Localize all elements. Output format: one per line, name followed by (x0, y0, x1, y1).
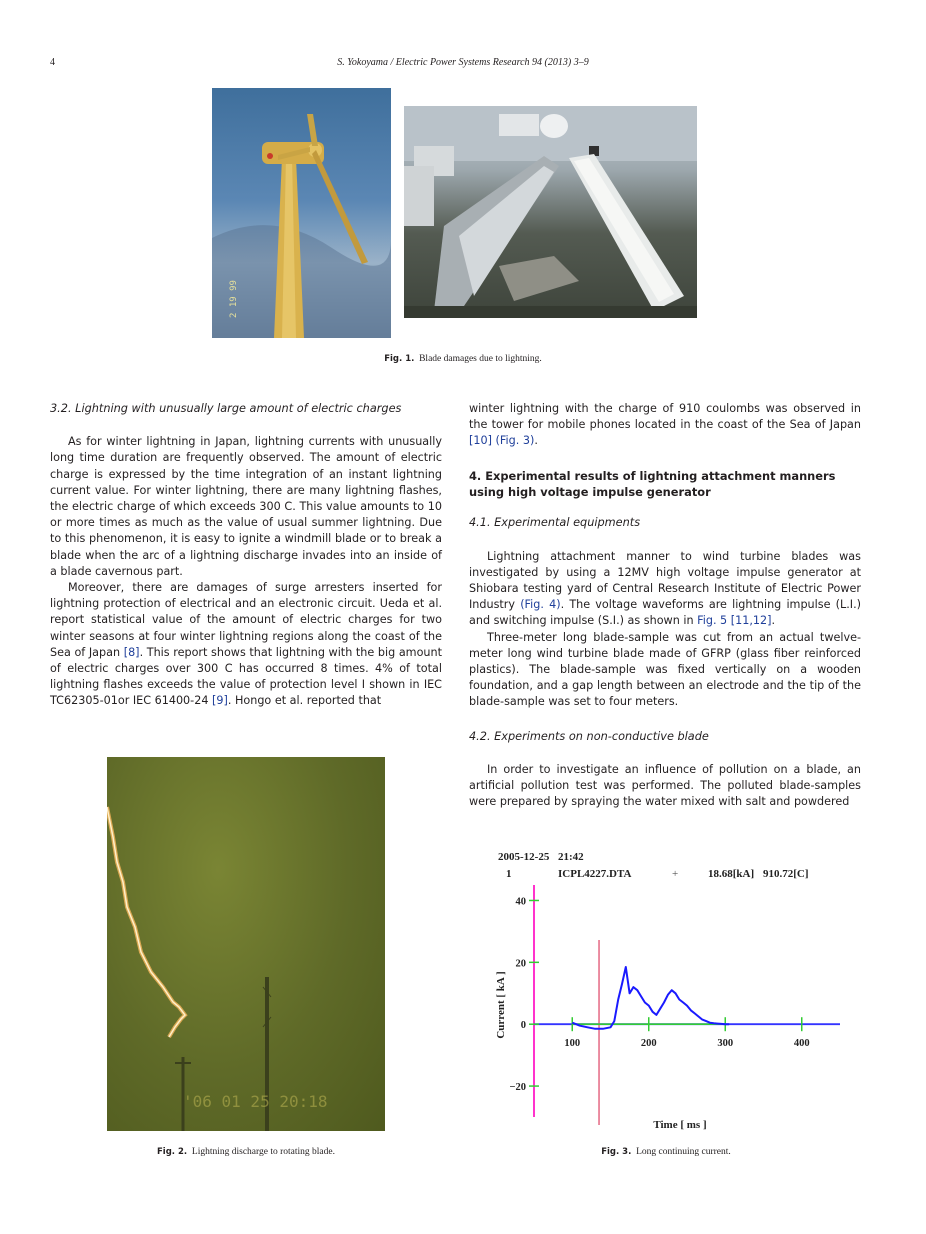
fig2-lightning-photo (107, 757, 385, 1131)
citation-link[interactable]: [8] (123, 645, 140, 659)
chart-y-label: Current [ kA ] (495, 971, 507, 1039)
fig2-photo-stamp: '06 01 25 20:18 (183, 1092, 328, 1111)
subsection-4-2-heading: 4.2. Experiments on non-conductive blade (469, 729, 709, 743)
figure-link[interactable]: Fig. 5 [11,12] (697, 614, 772, 628)
paragraph-pollution-test: In order to investigate an influence of pollution on a blade, an artificial pollution test was performed. The polluted blade-samples were prepared by spraying the water mixed with salt and powdered (469, 762, 861, 809)
chart-series-current (572, 967, 729, 1029)
left-column (50, 401, 442, 710)
fig1-caption-text: Blade damages due to lightning. (419, 354, 542, 364)
right-column (469, 401, 861, 810)
fig1-label: Fig. 1. (384, 354, 415, 364)
figure-link[interactable]: (Fig. 3) (495, 434, 535, 448)
chart-y-tick-label: 40 (515, 896, 526, 908)
paragraph-text: . The voltage waveforms are lightning impulse (L.I.) and switching impulse (S.I.) as shown in (469, 598, 861, 628)
fig3-current-chart (490, 845, 850, 1137)
figure-link[interactable]: (Fig. 4) (520, 598, 561, 612)
paragraph-text: . Hongo et al. reported that (227, 694, 382, 708)
fig3-label: Fig. 3. (601, 1147, 632, 1157)
chart-header-marker: + (672, 868, 679, 880)
chart-header-charge: 910.72[C] (763, 868, 809, 880)
chart-x-tick-label: 300 (717, 1038, 734, 1050)
fig1-blade-debris-photo (404, 106, 697, 318)
chart-y-tick-label: 20 (515, 958, 526, 970)
chart-x-tick-label: 200 (640, 1038, 657, 1050)
paragraph-text: Moreover, there are damages of surge arresters inserted for lightning protection of electrical and an electronic circuit. Ueda et al. report statistical value of the amount of electric charges for two winter seasons at four winter lightning regions along the coast of the Sea of Japan (50, 581, 442, 659)
chart-header-file: ICPL4227.DTA (558, 868, 632, 880)
paragraph-surge-arresters (50, 580, 442, 710)
chart-y-tick-label: −20 (509, 1082, 526, 1094)
fig2-caption (46, 1147, 446, 1157)
fig3-caption (466, 1147, 866, 1157)
running-citation: S. Yokoyama / Electric Power Systems Research 94 (2013) 3–9 (337, 57, 589, 68)
paragraph-text: . This report shows that lightning with the big amount of electric charges over 300 C has occurred 8 times. 4% of total lightning flashes exceeds the value of protection level I shown in IEC TC62305-01or IEC 61400-24 (50, 645, 442, 708)
citation-link[interactable]: [10] (469, 434, 492, 448)
chart-header-date: 2005-12-25 (498, 851, 550, 863)
fig2-label: Fig. 2. (157, 1147, 188, 1157)
fig1-photo-stamp: 2 19 99 (229, 280, 239, 318)
chart-x-tick-label: 400 (793, 1038, 810, 1050)
chart-header-channel: 1 (506, 868, 512, 880)
fig1-wind-turbine-photo (212, 88, 391, 338)
paragraph-text: . (771, 614, 776, 628)
paragraph-winter-lightning: As for winter lightning in Japan, lightning currents with unusually long time duration are frequently observed. The amount of electric charge is expressed by the time integration of an instant lightning current value. For winter lightning, there are many lightning flashes, the electric charge of which exceeds 300 C. This value amounts to 10 or more times as much as the value of usual summer lightning. Due to this phenomenon, it is easy to ignite a windmill blade or to break a blade when the arc of a lightning discharge invades into an inside of a blade cavernous part. (50, 435, 442, 578)
subsection-3-2-heading: 3.2. Lightning with unusually large amount of electric charges (50, 402, 402, 415)
section-4-heading: 4. Experimental results of lightning attachment manners using high voltage impulse generator (469, 468, 836, 500)
fig2-caption-text: Lightning discharge to rotating blade. (191, 1147, 335, 1157)
chart-header-time: 21:42 (558, 851, 584, 863)
chart-y-tick-label: 0 (520, 1020, 526, 1032)
page-number: 4 (50, 57, 55, 68)
chart-header-peak: 18.68[kA] (708, 868, 755, 880)
paragraph-text: winter lightning with the charge of 910 coulombs was observed in the tower for mobile phones located in the coast of the Sea of Japan (469, 402, 861, 432)
chart-x-tick-label: 100 (564, 1038, 581, 1050)
fig1-caption (0, 354, 926, 364)
fig3-caption-text: Long continuing current. (636, 1147, 731, 1157)
citation-link[interactable]: [9] (212, 694, 228, 708)
paragraph-continuation (469, 401, 861, 450)
subsection-4-1-heading: 4.1. Experimental equipments (469, 516, 641, 530)
paragraph-text: . (534, 434, 538, 448)
paragraph-blade-sample: Three-meter long blade-sample was cut from an actual twelve-meter long wind turbine blade made of GFRP (glass fiber reinforced plastics). The blade-sample was fixed vertically on a wooden foundation, and a gap length between an electrode and the tip of the blade-sample was set to four meters. (469, 630, 861, 709)
paragraph-impulse-generator (469, 549, 861, 630)
chart-x-label: Time [ ms ] (653, 1119, 707, 1131)
paragraph-text: Lightning attachment manner to wind turbine blades was investigated by using a 12MV high voltage impulse generator at Shiobara testing yard of Central Research Institute of Electric Power Industry (469, 549, 861, 612)
